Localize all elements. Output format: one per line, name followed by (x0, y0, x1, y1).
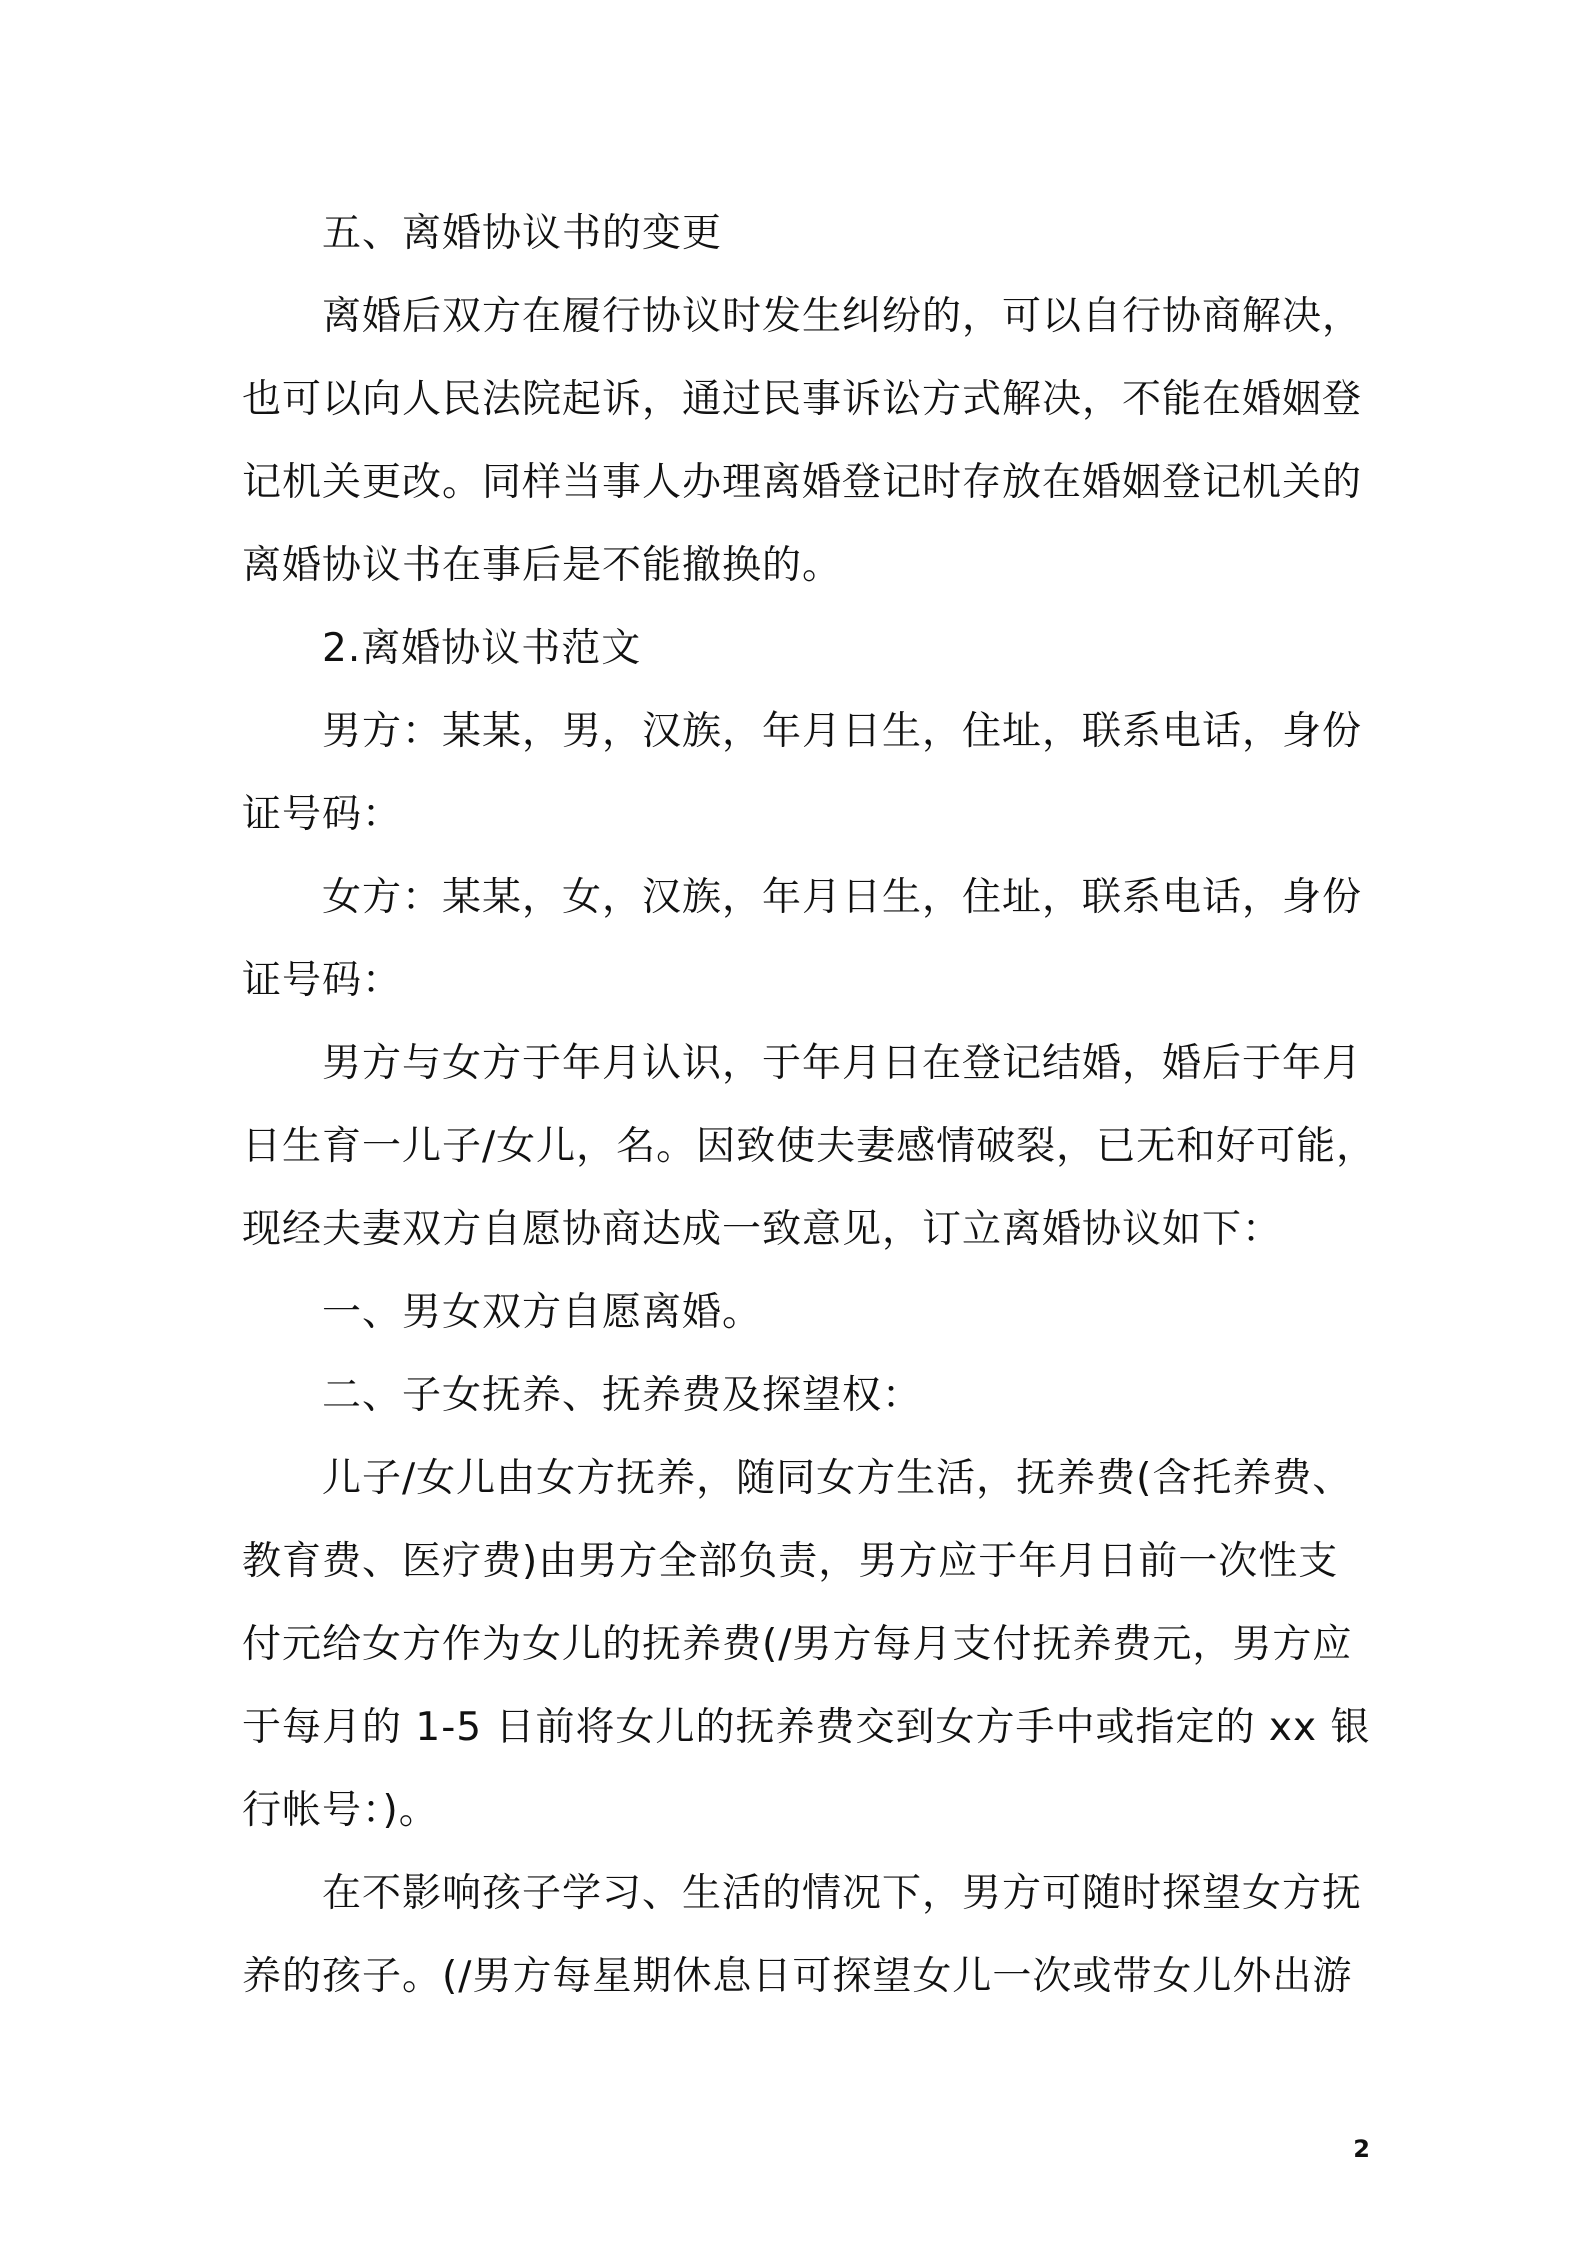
paragraph-line: 二、子女抚养、抚养费及探望权： (322, 1373, 923, 1418)
paragraph-line: 教育费、医疗费)由男方全部负责，男方应于年月日前一次性支 (242, 1539, 1339, 1584)
paragraph-line: 女方：某某，女，汉族，年月日生，住址，联系电话，身份 (322, 875, 1363, 920)
paragraph-line: 记机关更改。同样当事人办理离婚登记时存放在婚姻登记机关的 (242, 460, 1363, 505)
paragraph-line: 离婚协议书在事后是不能撤换的。 (242, 543, 843, 588)
paragraph-line: 现经夫妻双方自愿协商达成一致意见，订立离婚协议如下： (242, 1207, 1283, 1252)
paragraph-line: 证号码： (242, 792, 403, 837)
paragraph-line: 一、男女双方自愿离婚。 (322, 1290, 763, 1335)
paragraph-line: 证号码： (242, 958, 403, 1003)
paragraph-line: 养的孩子。(/男方每星期休息日可探望女儿一次或带女儿外出游 (242, 1954, 1353, 1999)
section-heading: 2.离婚协议书范文 (322, 626, 642, 671)
section-heading: 五、离婚协议书的变更 (322, 211, 723, 256)
paragraph-line: 在不影响孩子学习、生活的情况下，男方可随时探望女方抚 (322, 1871, 1363, 1916)
paragraph-line: 行帐号：)。 (242, 1788, 439, 1833)
paragraph-line: 儿子/女儿由女方抚养，随同女方生活，抚养费(含托养费、 (322, 1456, 1353, 1501)
paragraph-line: 日生育一儿子/女儿，名。因致使夫妻感情破裂，已无和好可能， (242, 1124, 1377, 1169)
paragraph-line: 男方：某某，男，汉族，年月日生，住址，联系电话，身份 (322, 709, 1363, 754)
paragraph-line: 付元给女方作为女儿的抚养费(/男方每月支付抚养费元，男方应 (242, 1622, 1353, 1667)
paragraph-line: 离婚后双方在履行协议时发生纠纷的，可以自行协商解决， (322, 294, 1363, 339)
paragraph-line: 男方与女方于年月认识，于年月日在登记结婚，婚后于年月 (322, 1041, 1363, 1086)
document-body (242, 192, 1377, 2018)
page-number: 2 (1353, 2135, 1370, 2163)
paragraph-line: 于每月的 1-5 日前将女儿的抚养费交到女方手中或指定的 xx 银 (242, 1705, 1371, 1750)
paragraph-line: 也可以向人民法院起诉，通过民事诉讼方式解决，不能在婚姻登 (242, 377, 1363, 422)
